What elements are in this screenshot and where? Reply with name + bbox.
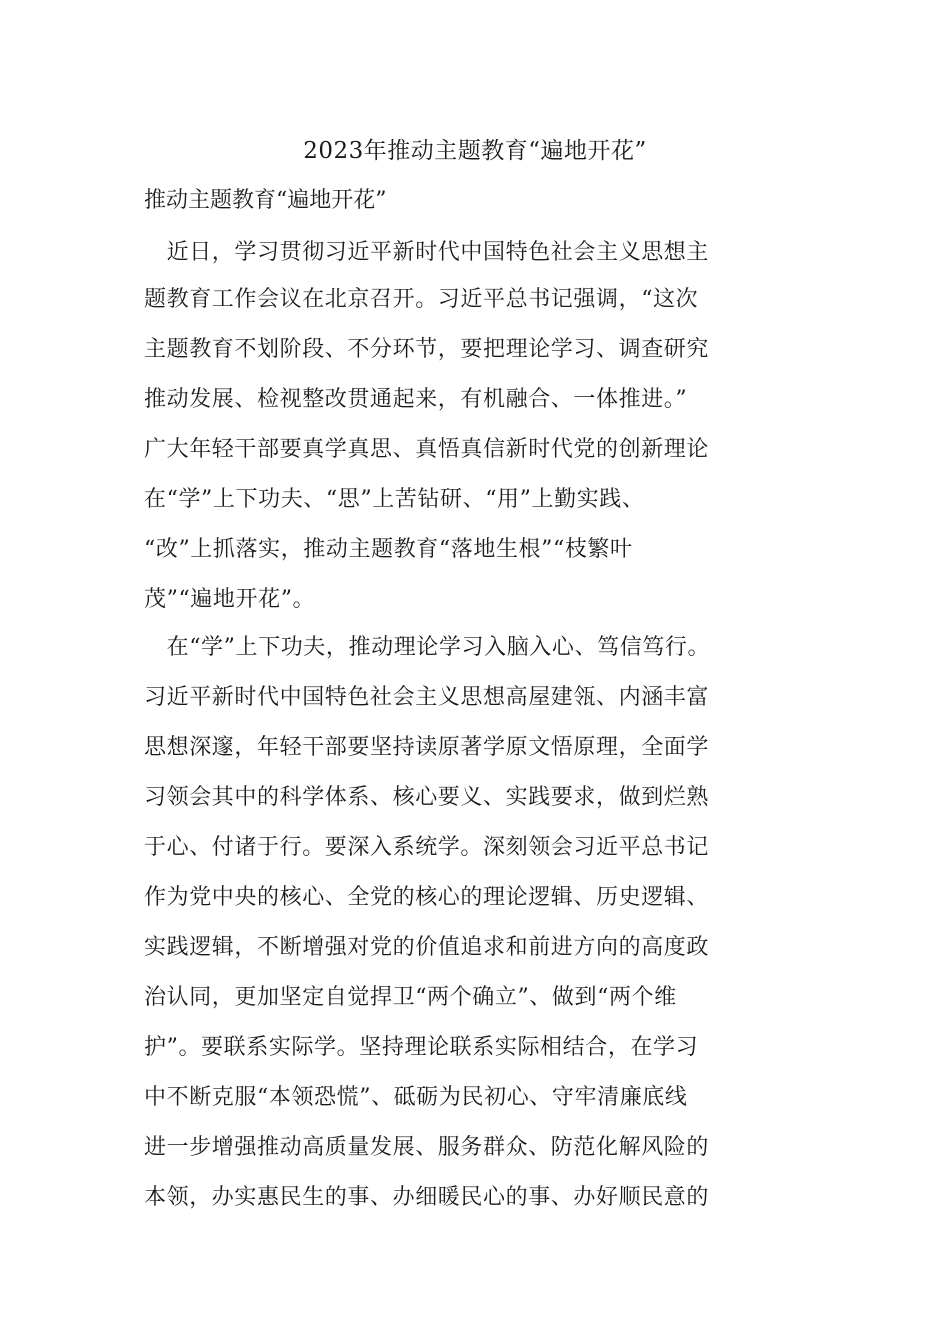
body-line: 实践逻辑，不断增强对党的价值追求和前进方向的高度政	[144, 935, 710, 960]
body-line: 进一步增强推动高质量发展、服务群众、防范化解风险的	[144, 1135, 710, 1160]
body-line: 习近平新时代中国特色社会主义思想高屋建瓴、内涵丰富	[144, 685, 710, 710]
body-line: 在“学”上下功夫、“思”上苦钻研、“用”上勤实践、	[144, 487, 645, 512]
body-line: 作为党中央的核心、全党的核心的理论逻辑、历史逻辑、	[144, 885, 710, 910]
document-title: 2023年推动主题教育“遍地开花”	[303, 138, 647, 164]
body-line: 主题教育不划阶段、不分环节，要把理论学习、调查研究	[144, 337, 710, 362]
body-line: 茂”“遍地开花”。	[144, 587, 316, 612]
body-line: 推动发展、检视整改贯通起来，有机融合、一体推进。”	[144, 387, 688, 412]
body-line: 习领会其中的科学体系、核心要义、实践要求，做到烂熟	[144, 785, 710, 810]
body-line: 本领，办实惠民生的事、办细暖民心的事、办好顺民意的	[144, 1185, 710, 1210]
body-line: 护”。要联系实际学。坚持理论联系实际相结合，在学习	[144, 1035, 699, 1060]
body-line: 广大年轻干部要真学真思、真悟真信新时代党的创新理论	[144, 437, 710, 462]
body-line: 题教育工作会议在北京召开。习近平总书记强调，“这次	[144, 287, 699, 312]
body-line: 治认同，更加坚定自觉捍卫“两个确立”、做到“两个维	[144, 985, 677, 1010]
body-line: 思想深邃，年轻干部要坚持读原著学原文悟原理，全面学	[144, 735, 710, 760]
body-line: 近日，学习贯彻习近平新时代中国特色社会主义思想主	[144, 240, 710, 265]
body-line: “改”上抓落实，推动主题教育“落地生根”“枝繁叶	[144, 537, 633, 562]
body-line: 在“学”上下功夫，推动理论学习入脑入心、笃信笃行。	[144, 635, 711, 660]
body-line: 于心、付诸于行。要深入系统学。深刻领会习近平总书记	[144, 835, 710, 860]
body-line: 中不断克服“本领恐慌”、砥砺为民初心、守牢清廉底线	[144, 1085, 688, 1110]
document-subtitle: 推动主题教育“遍地开花”	[144, 188, 387, 213]
